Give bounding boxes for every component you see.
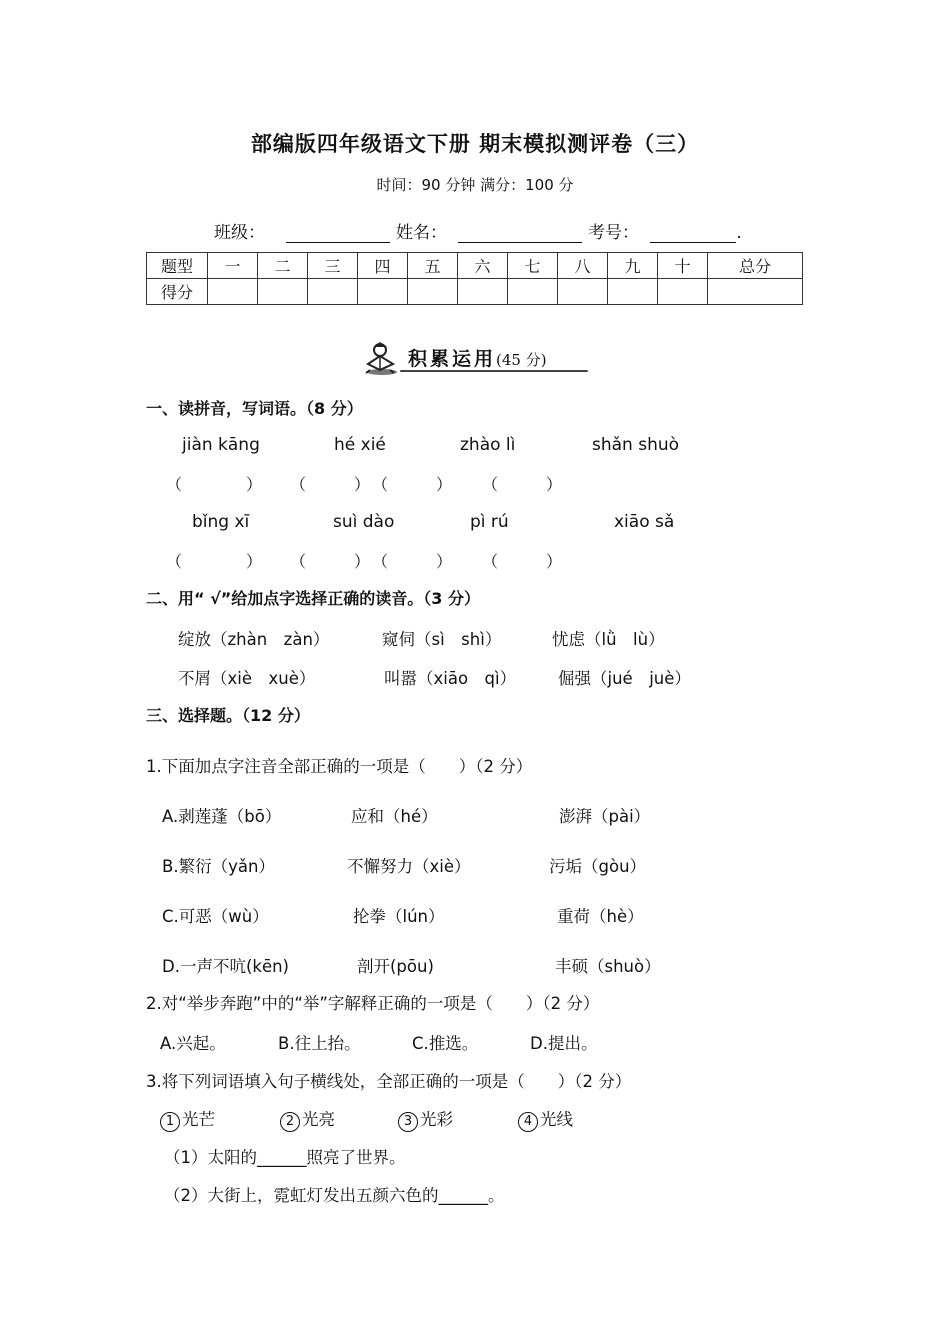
score-cell[interactable] <box>708 279 803 305</box>
option-a[interactable]: A.剥莲蓬（bō） <box>162 807 282 826</box>
answer-blank[interactable]: （ ） <box>482 475 563 494</box>
option-c[interactable]: C.推选。 <box>412 1034 479 1053</box>
banner-title: 积累运用(45 分) <box>408 348 547 370</box>
pinyin-item: zhào lì <box>460 435 516 455</box>
class-field <box>214 218 390 243</box>
word-choice: 3 光彩 <box>398 1106 453 1132</box>
score-header-cell: 六 <box>458 253 508 279</box>
word-choice: 1 光芒 <box>160 1106 215 1132</box>
score-header-cell: 题型 <box>147 253 208 279</box>
score-cell[interactable] <box>308 279 358 305</box>
answer-blank[interactable]: （ ） <box>290 475 371 494</box>
class-blank[interactable] <box>286 224 390 243</box>
answer-blank[interactable]: （ ） <box>372 475 453 494</box>
class-label: 班级： <box>214 223 265 243</box>
option-d-word: 丰硕（shuò） <box>555 957 661 976</box>
option-c[interactable]: C.可恶（wù） <box>162 907 269 926</box>
reading-choice[interactable]: 绽放（zhàn zàn） <box>178 630 330 649</box>
name-label: 姓名： <box>396 223 447 243</box>
id-label: 考号： <box>588 223 639 243</box>
pinyin-item: pì rú <box>470 512 509 532</box>
exam-title: 部编版四年级语文下册 期末模拟测评卷（三） <box>250 132 700 156</box>
q3-heading: 三、选择题。（12 分） <box>146 706 310 725</box>
option-a-word: 应和（hé） <box>351 807 438 826</box>
score-cell[interactable] <box>658 279 708 305</box>
score-header-cell: 八 <box>558 253 608 279</box>
circled-number: 4 <box>518 1112 538 1132</box>
option-b-word: 污垢（gòu） <box>549 857 647 876</box>
reading-choice[interactable]: 不屑（xiè xuè） <box>178 669 316 688</box>
score-header-cell: 总分 <box>708 253 803 279</box>
score-table <box>146 252 803 305</box>
option-d[interactable]: D.一声不吭(kēn) <box>162 957 289 976</box>
q3-2-stem: 2.对“举步奔跑”中的“举”字解释正确的一项是（ ）（2 分） <box>146 994 600 1013</box>
score-header-cell: 十 <box>658 253 708 279</box>
score-table-header-row <box>147 253 803 279</box>
score-header-cell: 四 <box>358 253 408 279</box>
fill-sentence-2: （2）大街上，霓虹灯发出五颜六色的______。 <box>164 1186 505 1205</box>
section-banner <box>360 340 590 376</box>
exam-time-and-score: 时间：90 分钟 满分：100 分 <box>376 176 574 194</box>
reading-choice[interactable]: 倔强（jué juè） <box>558 669 691 688</box>
q2-heading: 二、用“ √”给加点字选择正确的读音。（3 分） <box>146 589 480 608</box>
answer-blank[interactable]: （ ） <box>166 552 263 571</box>
score-cell[interactable] <box>258 279 308 305</box>
score-header-cell: 一 <box>208 253 258 279</box>
answer-blank[interactable]: （ ） <box>166 475 263 494</box>
score-row-label: 得分 <box>147 279 208 305</box>
option-c-word: 抡拳（lún） <box>353 907 445 926</box>
score-cell[interactable] <box>558 279 608 305</box>
option-d[interactable]: D.提出。 <box>530 1034 598 1053</box>
score-header-cell: 九 <box>608 253 658 279</box>
word-choice: 2 光亮 <box>280 1106 335 1132</box>
score-header-cell: 三 <box>308 253 358 279</box>
score-cell[interactable] <box>458 279 508 305</box>
score-table-score-row <box>147 279 803 305</box>
answer-blank[interactable]: （ ） <box>372 552 453 571</box>
circled-number: 2 <box>280 1112 300 1132</box>
score-cell[interactable] <box>508 279 558 305</box>
score-cell[interactable] <box>408 279 458 305</box>
option-a[interactable]: A.兴起。 <box>160 1034 226 1053</box>
id-blank[interactable] <box>650 224 736 243</box>
name-field <box>396 218 582 243</box>
fill-sentence-1: （1）太阳的______照亮了世界。 <box>164 1148 406 1167</box>
score-cell[interactable] <box>208 279 258 305</box>
circled-number: 1 <box>160 1112 180 1132</box>
option-d-word: 剖开(pōu) <box>357 957 434 976</box>
pinyin-item: bǐng xī <box>192 512 250 532</box>
score-cell[interactable] <box>358 279 408 305</box>
word-choice: 4 光线 <box>518 1106 573 1132</box>
pinyin-item: suì dào <box>333 512 395 532</box>
reading-choice[interactable]: 窥伺（sì shì） <box>382 630 502 649</box>
score-cell[interactable] <box>608 279 658 305</box>
option-c-word: 重荷（hè） <box>557 907 644 926</box>
reading-child-icon <box>360 340 400 376</box>
pinyin-item: hé xié <box>334 435 386 455</box>
score-header-cell: 五 <box>408 253 458 279</box>
name-blank[interactable] <box>458 224 582 243</box>
banner-underline <box>400 370 588 372</box>
pinyin-item: jiàn kāng <box>182 435 260 455</box>
answer-blank[interactable]: （ ） <box>290 552 371 571</box>
option-a-word: 澎湃（pài） <box>559 807 651 826</box>
score-header-cell: 二 <box>258 253 308 279</box>
banner-score: (45 分) <box>496 351 547 369</box>
answer-blank[interactable]: （ ） <box>482 552 563 571</box>
q3-1-stem: 1.下面加点字注音全部正确的一项是（ ）（2 分） <box>146 757 533 776</box>
circled-number: 3 <box>398 1112 418 1132</box>
reading-choice[interactable]: 忧虑（lǜ lù） <box>552 630 665 649</box>
id-field: 考号： . <box>588 223 742 243</box>
option-b[interactable]: B.繁衍（yǎn） <box>162 857 275 876</box>
option-b[interactable]: B.往上抬。 <box>278 1034 361 1053</box>
q1-heading: 一、读拼音，写词语。（8 分） <box>146 399 363 418</box>
q3-3-stem: 3.将下列词语填入句子横线处，全部正确的一项是（ ）（2 分） <box>146 1072 632 1091</box>
pinyin-item: shǎn shuò <box>592 435 680 455</box>
pinyin-item: xiāo sǎ <box>614 512 675 532</box>
score-header-cell: 七 <box>508 253 558 279</box>
option-b-word: 不懈努力（xiè） <box>347 857 471 876</box>
reading-choice[interactable]: 叫嚣（xiāo qì） <box>384 669 517 688</box>
